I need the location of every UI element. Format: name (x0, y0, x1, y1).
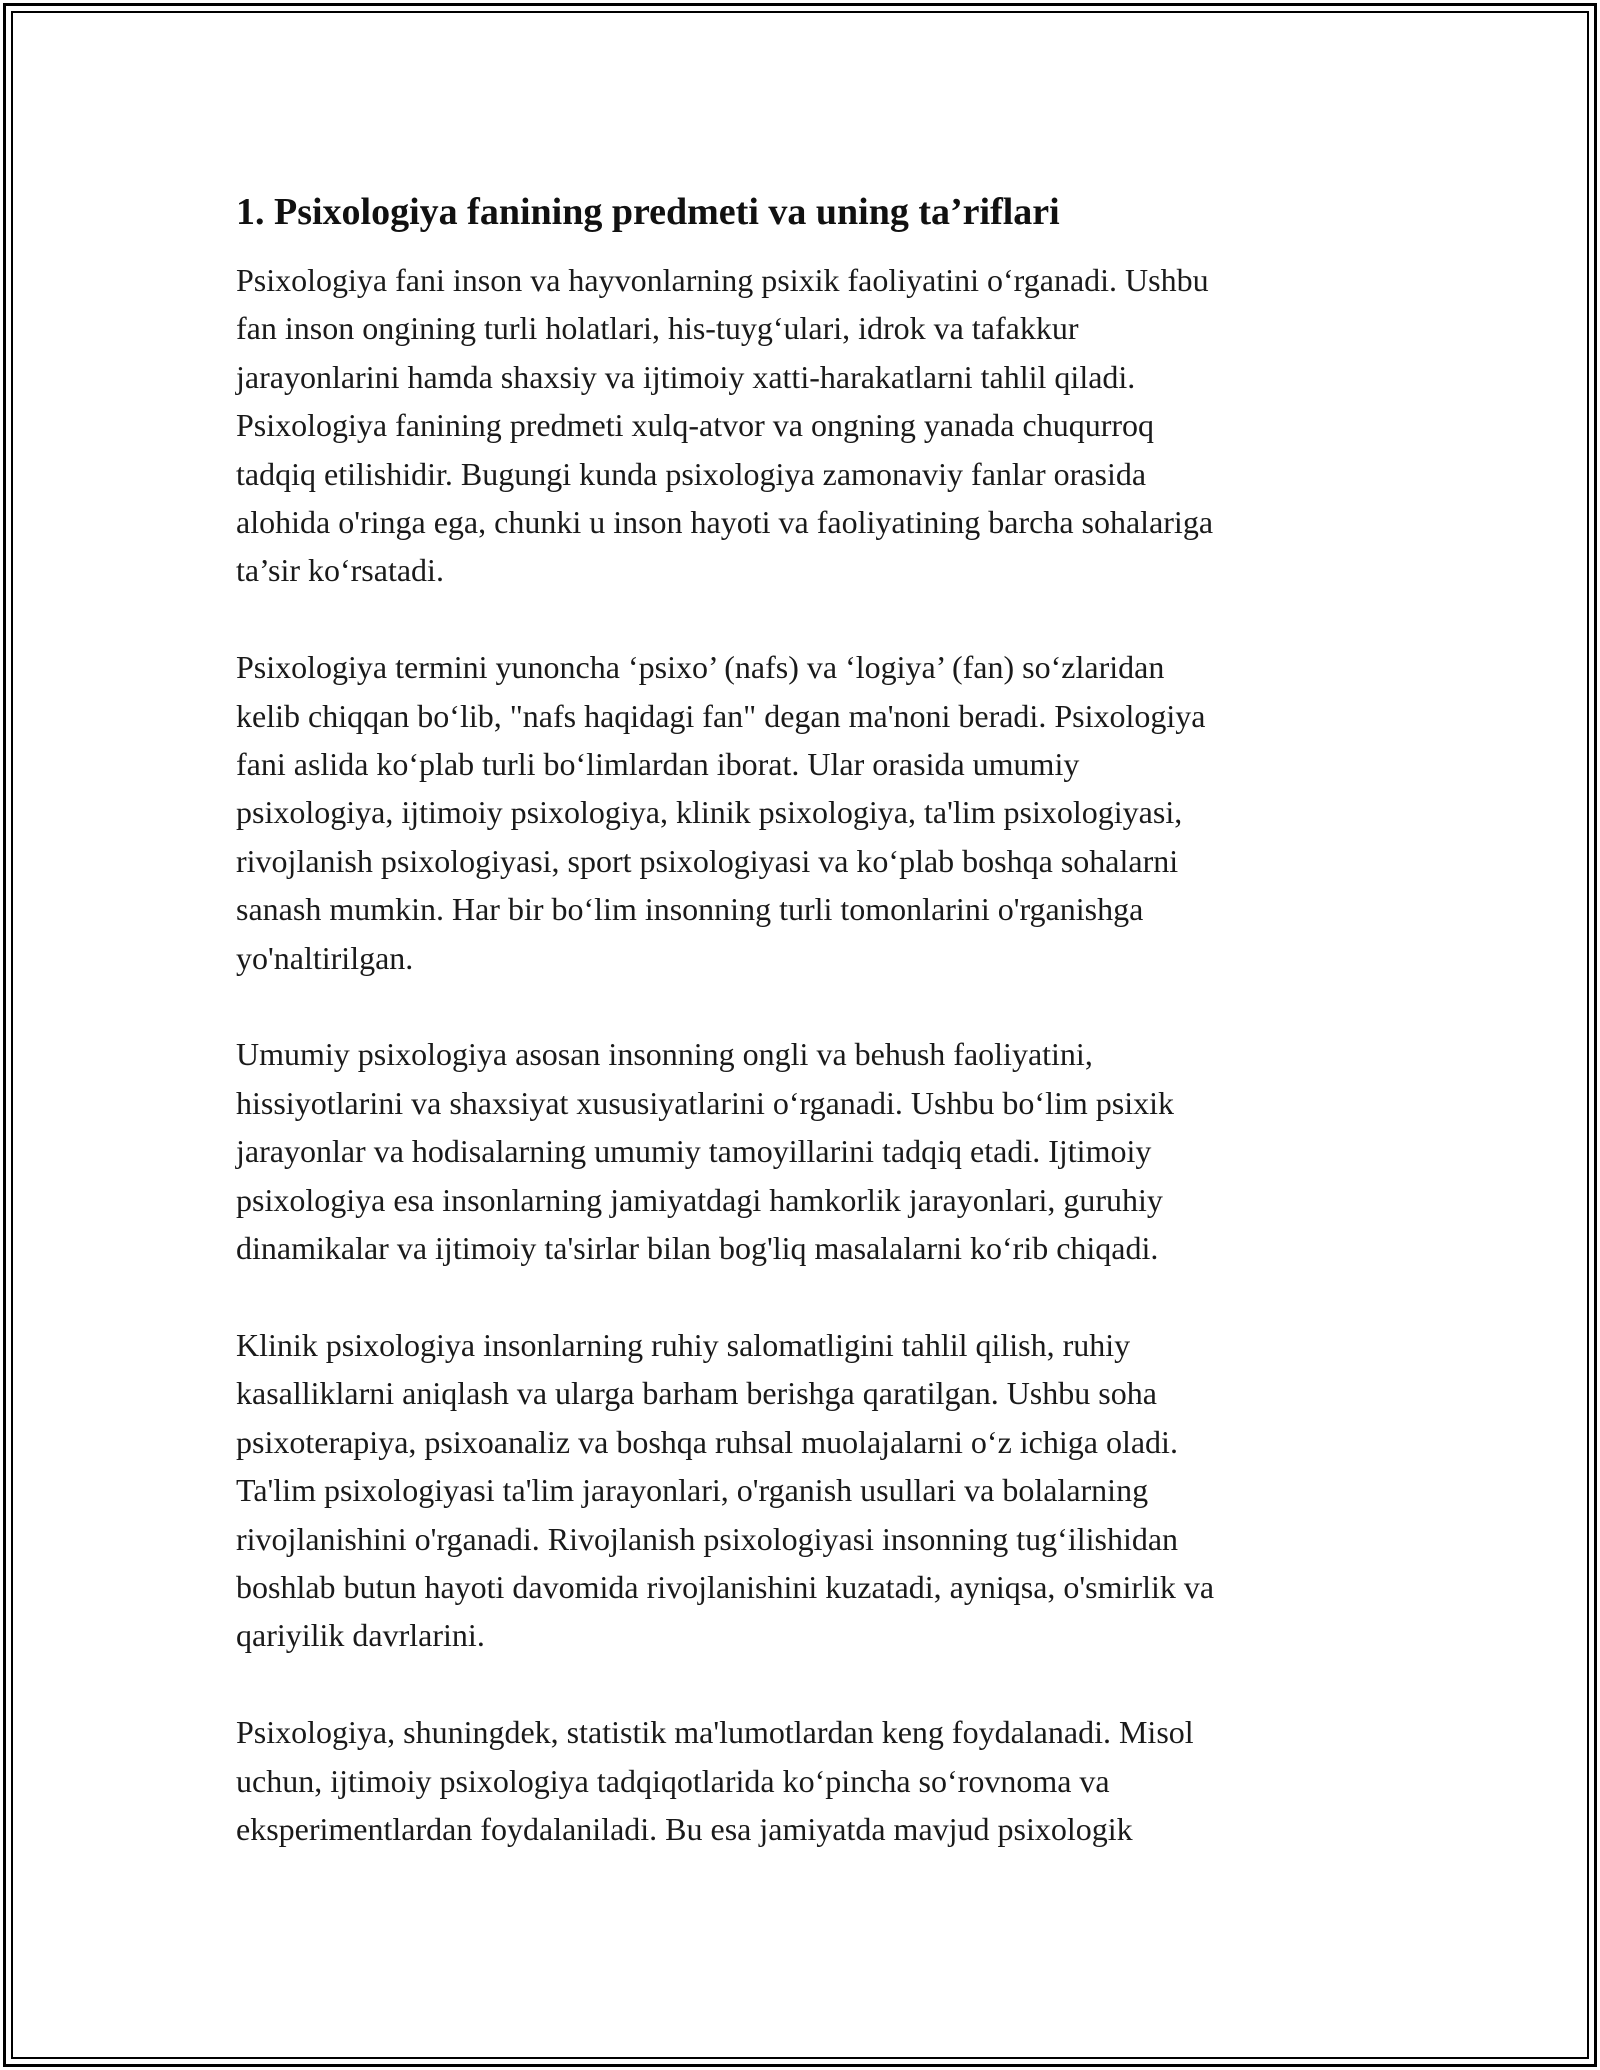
paragraph-general-social: Umumiy psixologiya asosan insonning ongli va behush faoliyatini, hissiyotlarini va shaxsiyat xususiyatlarini o‘rganadi. Ushbu bo‘lim psixik jarayonlar va hodisalarning umumiy tamoyillarini tadqiq etadi. Ijtimoiy psixologiya esa insonlarning jamiyatdagi hamkorlik jarayonlari, guruhiy dinamikalar va ijtimoiy ta'sirlar bilan bog'liq masalalarni ko‘rib chiqadi. (236, 1036, 1174, 1267)
paragraph-statistics: Psixologiya, shuningdek, statistik ma'lumotlardan keng foydalanadi. Misol uchun, ijtimoiy psixologiya tadqiqotlarida ko‘pincha so‘rovnoma va eksperimentlardan foydalaniladi. Bu esa jamiyatda mavjud psixologik (236, 1714, 1194, 1847)
paragraph-clinical-educational: Klinik psixologiya insonlarning ruhiy salomatligini tahlil qilish, ruhiy kasalliklarni aniqlash va ularga barham berishga qaratilgan. Ushbu soha psixoterapiya, psixoanaliz va boshqa ruhsal muolajalarni o‘z ichiga oladi. Ta'lim psixologiyasi ta'lim jarayonlari, o'rganish usullari va bolalarning rivojlanishini o'rganadi. Rivojlanish psixologiyasi insonning tug‘ilishidan boshlab butun hayoti davomida rivojlanishini kuzatadi, ayniqsa, o'smirlik va qariyilik davrlarini. (236, 1326, 1215, 1654)
paragraph-intro: Psixologiya fani inson va hayvonlarning psixik faoliyatini o‘rganadi. Ushbu fan inson ongining turli holatlari, his-tuyg‘ulari, idrok va tafakkur jarayonlarini hamda shaxsiy va ijtimoiy xatti-harakatlarni tahlil qiladi. Psixologiya fanining predmeti xulq-atvor va ongning yanada chuqurroq tadqiq etilishidir. Bugungi kunda psixologiya zamonaviy fanlar orasida alohida o'ringa ega, chunki u inson hayoti va faoliyatining barcha sohalariga ta’sir ko‘rsatadi. (236, 262, 1214, 589)
section-heading: 1. Psixologiya fanining predmeti va uning ta’riflari (236, 191, 1060, 233)
paragraph-etymology: Psixologiya termini yunoncha ‘psixo’ (nafs) va ‘logiya’ (fan) so‘zlaridan kelib chiqqan bo‘lib, "nafs haqidagi fan" degan ma'noni beradi. Psixologiya fani aslida ko‘plab turli bo‘limlardan iborat. Ular orasida umumiy psixologiya, ijtimoiy psixologiya, klinik psixologiya, ta'lim psixologiyasi, rivojlanish psixologiyasi, sport psixologiyasi va ko‘plab boshqa sohalarni sanash mumkin. Har bir bo‘lim insonning turli tomonlarini o'rganishga yo'naltirilgan. (236, 649, 1206, 976)
document-body (236, 186, 1366, 1902)
